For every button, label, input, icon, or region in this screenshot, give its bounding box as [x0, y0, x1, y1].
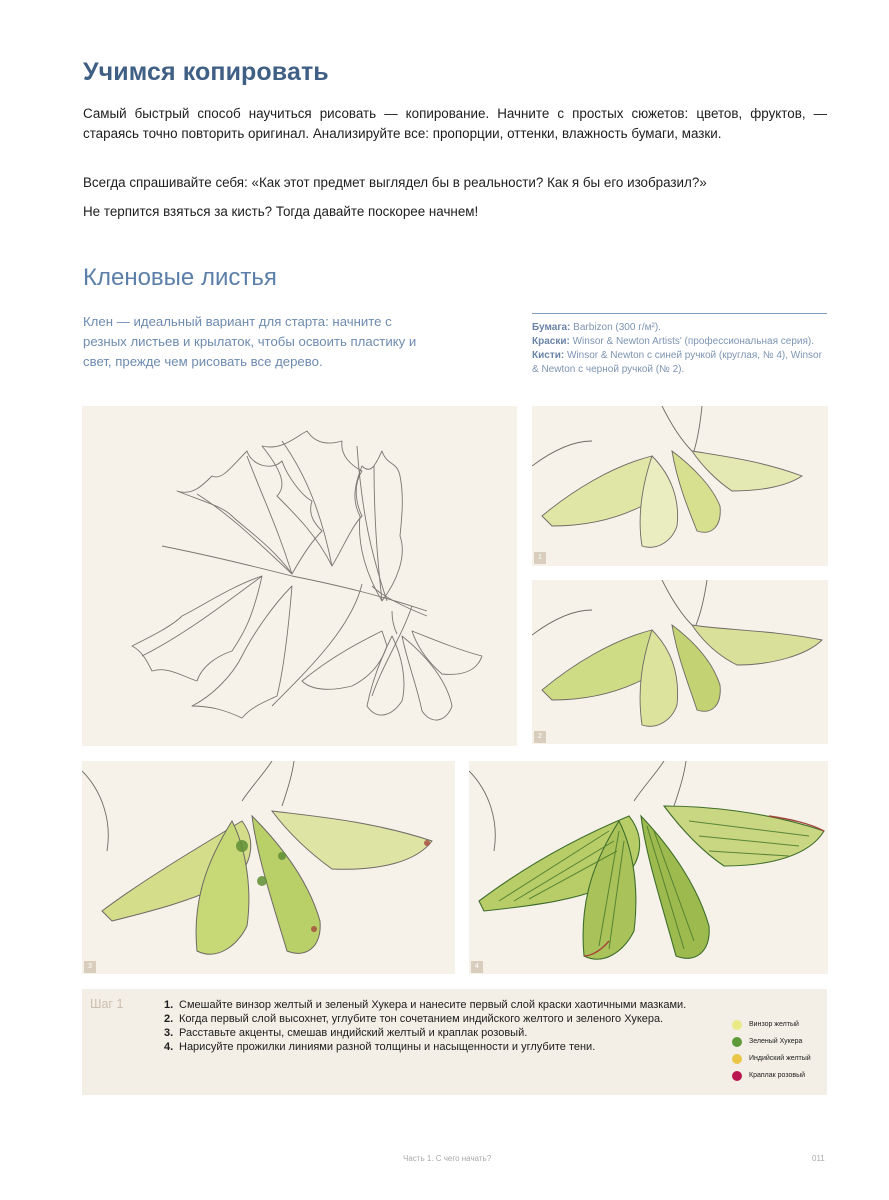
pencil-sketch-drawing: [82, 406, 517, 746]
materials-paper: [532, 321, 830, 335]
legend-label: Винзор желтый: [749, 1021, 799, 1028]
step-text: Когда первый слой высохнет, углубите тон сочетанием индийского желтого и зеленого Хукера.: [179, 1013, 664, 1025]
stage-number-4: 4: [471, 961, 483, 973]
materials-list: [532, 321, 830, 377]
materials-paints: [532, 335, 830, 349]
step-text: Расставьте акценты, смешав индийский желтый и краплак розовый.: [179, 1027, 528, 1039]
body-paragraph-3: Не терпится взяться за кисть? Тогда давайте поскорее начнем!: [83, 204, 479, 219]
stage-number-1: 1: [534, 552, 546, 564]
step-item: [164, 998, 709, 1012]
stage-number-3: 3: [84, 961, 96, 973]
page-title: Учимся копировать: [83, 58, 329, 86]
brushes-value: Winsor & Newton с синей ручкой (круглая, № 4), Winsor & Newton с черной ручкой (№ 2).: [532, 350, 822, 375]
materials-divider: [532, 313, 827, 314]
stage-4-drawing: [469, 761, 828, 974]
step-number: 1.: [164, 999, 174, 1011]
page-number: 011: [812, 1154, 825, 1163]
body-paragraph-2: Всегда спрашивайте себя: «Как этот предмет выглядел бы в реальности? Как я бы его изобразил?»: [83, 175, 707, 190]
legend-item: [732, 1071, 832, 1088]
paints-label: Краски:: [532, 336, 570, 347]
legend-label: Зеленый Хукера: [749, 1038, 803, 1045]
step-list: [164, 998, 709, 1054]
stage-number-2: 2: [534, 731, 546, 743]
step-text: Смешайте винзор желтый и зеленый Хукера и нанесите первый слой краски хаотичными мазками.: [179, 999, 687, 1011]
color-swatch: [732, 1037, 742, 1047]
stage-2-illustration: [532, 580, 828, 744]
section-intro: Клен — идеальный вариант для старта: начните с резных листьев и крылаток, чтобы освоить пластику и свет, прежде чем рисовать все дерево.: [83, 314, 417, 369]
step-number: 4.: [164, 1041, 174, 1053]
materials-brushes: [532, 349, 830, 377]
step-number: 2.: [164, 1013, 174, 1025]
legend-label: Краплак розовый: [749, 1072, 806, 1079]
footer-chapter: Часть 1. С чего начать?: [403, 1154, 492, 1163]
legend-item: [732, 1020, 832, 1037]
stage-4-illustration: [469, 761, 828, 974]
step-item: [164, 1012, 709, 1026]
section-title: Кленовые листья: [83, 264, 277, 291]
legend-label: Индийский желтый: [749, 1055, 811, 1062]
paper-label: Бумага:: [532, 322, 571, 333]
stage-3-illustration: [82, 761, 455, 974]
body-paragraph-1: Самый быстрый способ научиться рисовать — копирование. Начните с простых сюжетов: цветов, фруктов, — стараясь точно повторить оригинал. Анализируйте все: пропорции, оттенки, влажность бумаги, мазки.: [83, 106, 827, 141]
step-number: 3.: [164, 1027, 174, 1039]
steps-box: [82, 989, 827, 1095]
stage-1-illustration: [532, 406, 828, 566]
stage-3-drawing: [82, 761, 455, 974]
color-swatch: [732, 1071, 742, 1081]
sketch-illustration: [82, 406, 517, 746]
color-swatch: [732, 1020, 742, 1030]
step-item: [164, 1026, 709, 1040]
stage-2-drawing: [532, 580, 828, 744]
legend-item: [732, 1037, 832, 1054]
paints-value: Winsor & Newton Artists' (профессиональная серия).: [572, 336, 814, 347]
paper-value: Barbizon (300 г/м²).: [573, 322, 661, 333]
step-label: Шаг 1: [90, 997, 124, 1011]
step-text: Нарисуйте прожилки линиями разной толщины и насыщенности и углубите тени.: [179, 1041, 596, 1053]
step-item: [164, 1040, 709, 1054]
color-legend: [732, 1020, 832, 1088]
stage-1-drawing: [532, 406, 828, 566]
color-swatch: [732, 1054, 742, 1064]
legend-item: [732, 1054, 832, 1071]
brushes-label: Кисти:: [532, 350, 565, 361]
